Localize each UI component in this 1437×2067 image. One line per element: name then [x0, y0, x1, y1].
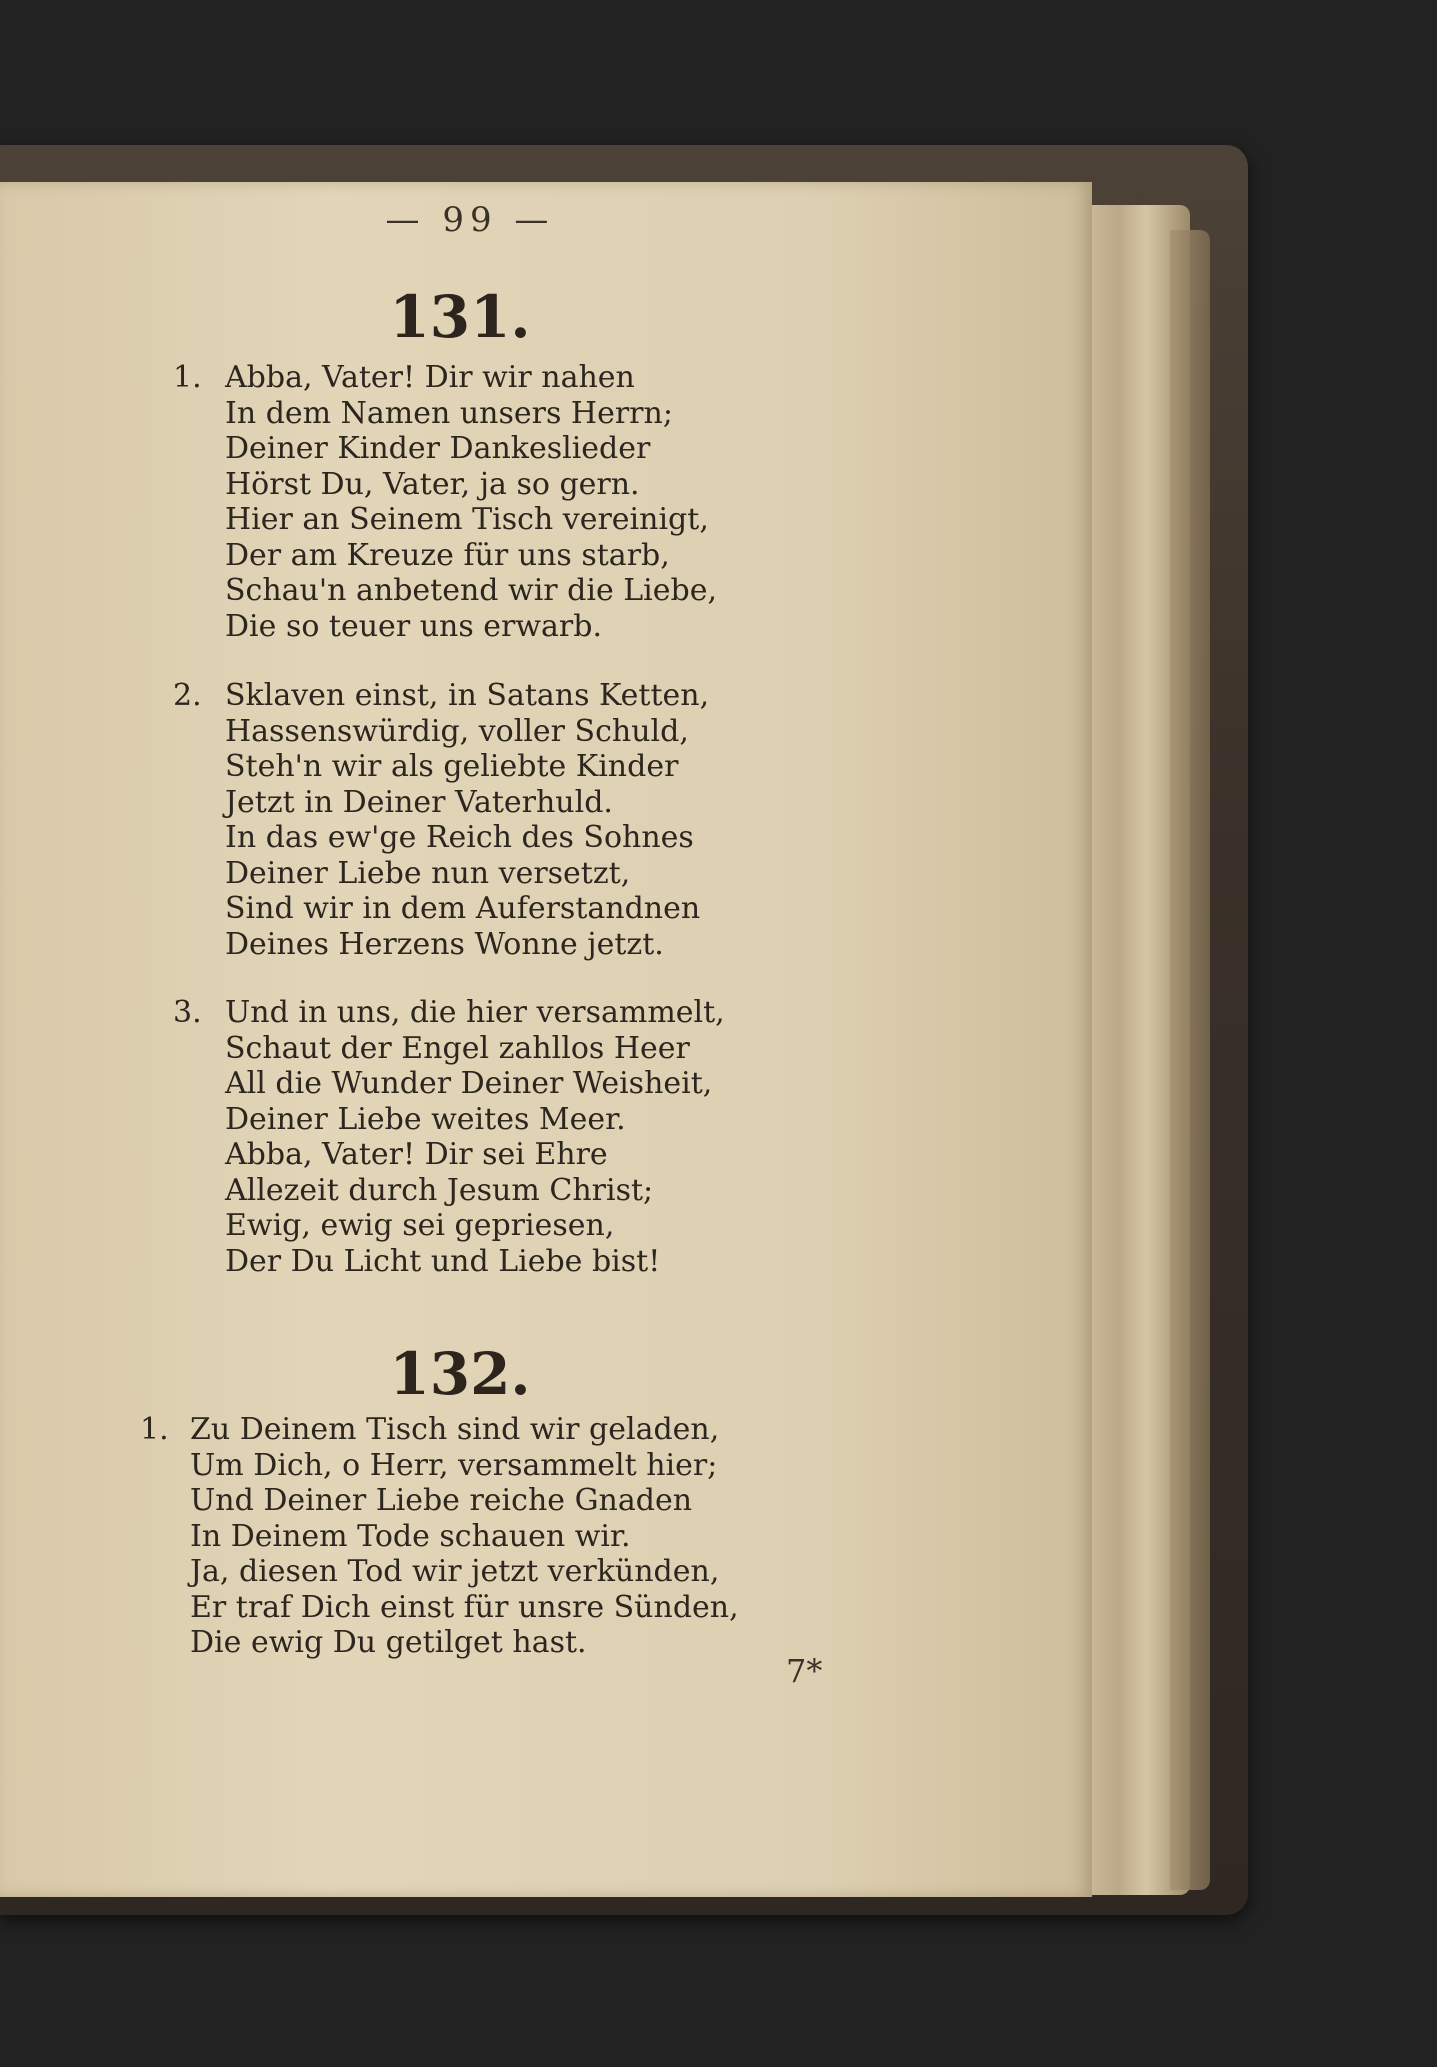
verse-line: All die Wunder Deiner Weisheit,: [225, 1066, 713, 1101]
verse-line: Und in uns, die hier versammelt,: [225, 995, 725, 1030]
verse-line: Deiner Liebe weites Meer.: [225, 1101, 626, 1137]
verse-line: Sklaven einst, in Satans Ketten,: [225, 678, 710, 713]
verse-line: Jetzt in Deiner Vaterhuld.: [225, 784, 613, 820]
verse-line: Abba, Vater! Dir wir nahen: [225, 360, 635, 395]
verse-line: In Deinem Tode schauen wir.: [190, 1518, 631, 1554]
verse-number: 1.: [173, 360, 202, 395]
page-number: — 99 —: [385, 200, 555, 240]
verse-line: Steh'n wir als geliebte Kinder: [225, 749, 679, 784]
verse-line: Deines Herzens Wonne jetzt.: [225, 926, 664, 962]
page-edges-shadow: [1170, 230, 1210, 1890]
verse-number: 2.: [173, 678, 202, 713]
verse-line: Ewig, ewig sei gepriesen,: [225, 1208, 615, 1243]
hymn-131-verse-2: [173, 678, 710, 962]
verse-line: Die ewig Du getilget hast.: [190, 1625, 587, 1660]
verse-line: Zu Deinem Tisch sind wir geladen,: [190, 1412, 720, 1447]
hymn-131-verse-3: [173, 995, 725, 1279]
verse-line: Hörst Du, Vater, ja so gern.: [225, 466, 640, 502]
signature-mark: 7*: [786, 1652, 823, 1690]
hymn-131-verse-1: [173, 360, 718, 644]
verse-line: Die so teuer uns erwarb.: [225, 608, 603, 644]
verse-line: Und Deiner Liebe reiche Gnaden: [190, 1483, 693, 1518]
verse-number: 1.: [140, 1412, 169, 1447]
verse-line: Schaut der Engel zahllos Heer: [225, 1030, 690, 1066]
verse-line: Deiner Liebe nun versetzt,: [225, 855, 631, 891]
verse-line: In dem Namen unsers Herrn;: [225, 395, 673, 431]
verse-line: Der Du Licht und Liebe bist!: [225, 1243, 661, 1279]
verse-line: Sind wir in dem Auferstandnen: [225, 891, 701, 926]
hymn-132-verse-1: [140, 1412, 739, 1661]
verse-line: Der am Kreuze für uns starb,: [225, 537, 670, 573]
verse-line: In das ew'ge Reich des Sohnes: [225, 820, 694, 855]
verse-line: Er traf Dich einst für unsre Sünden,: [190, 1589, 739, 1625]
verse-line: Allezeit durch Jesum Christ;: [225, 1172, 654, 1208]
verse-line: Hier an Seinem Tisch vereinigt,: [225, 502, 709, 537]
verse-line: Deiner Kinder Dankeslieder: [225, 431, 651, 466]
hymn-number-132: 132.: [389, 1340, 531, 1408]
verse-line: Ja, diesen Tod wir jetzt verkünden,: [190, 1554, 720, 1589]
verse-line: Abba, Vater! Dir sei Ehre: [225, 1137, 608, 1172]
verse-line: Um Dich, o Herr, versammelt hier;: [190, 1447, 718, 1483]
verse-number: 3.: [173, 995, 202, 1030]
verse-line: Schau'n anbetend wir die Liebe,: [225, 573, 718, 608]
hymn-number-131: 131.: [389, 283, 531, 351]
verse-line: Hassenswürdig, voller Schuld,: [225, 713, 689, 749]
